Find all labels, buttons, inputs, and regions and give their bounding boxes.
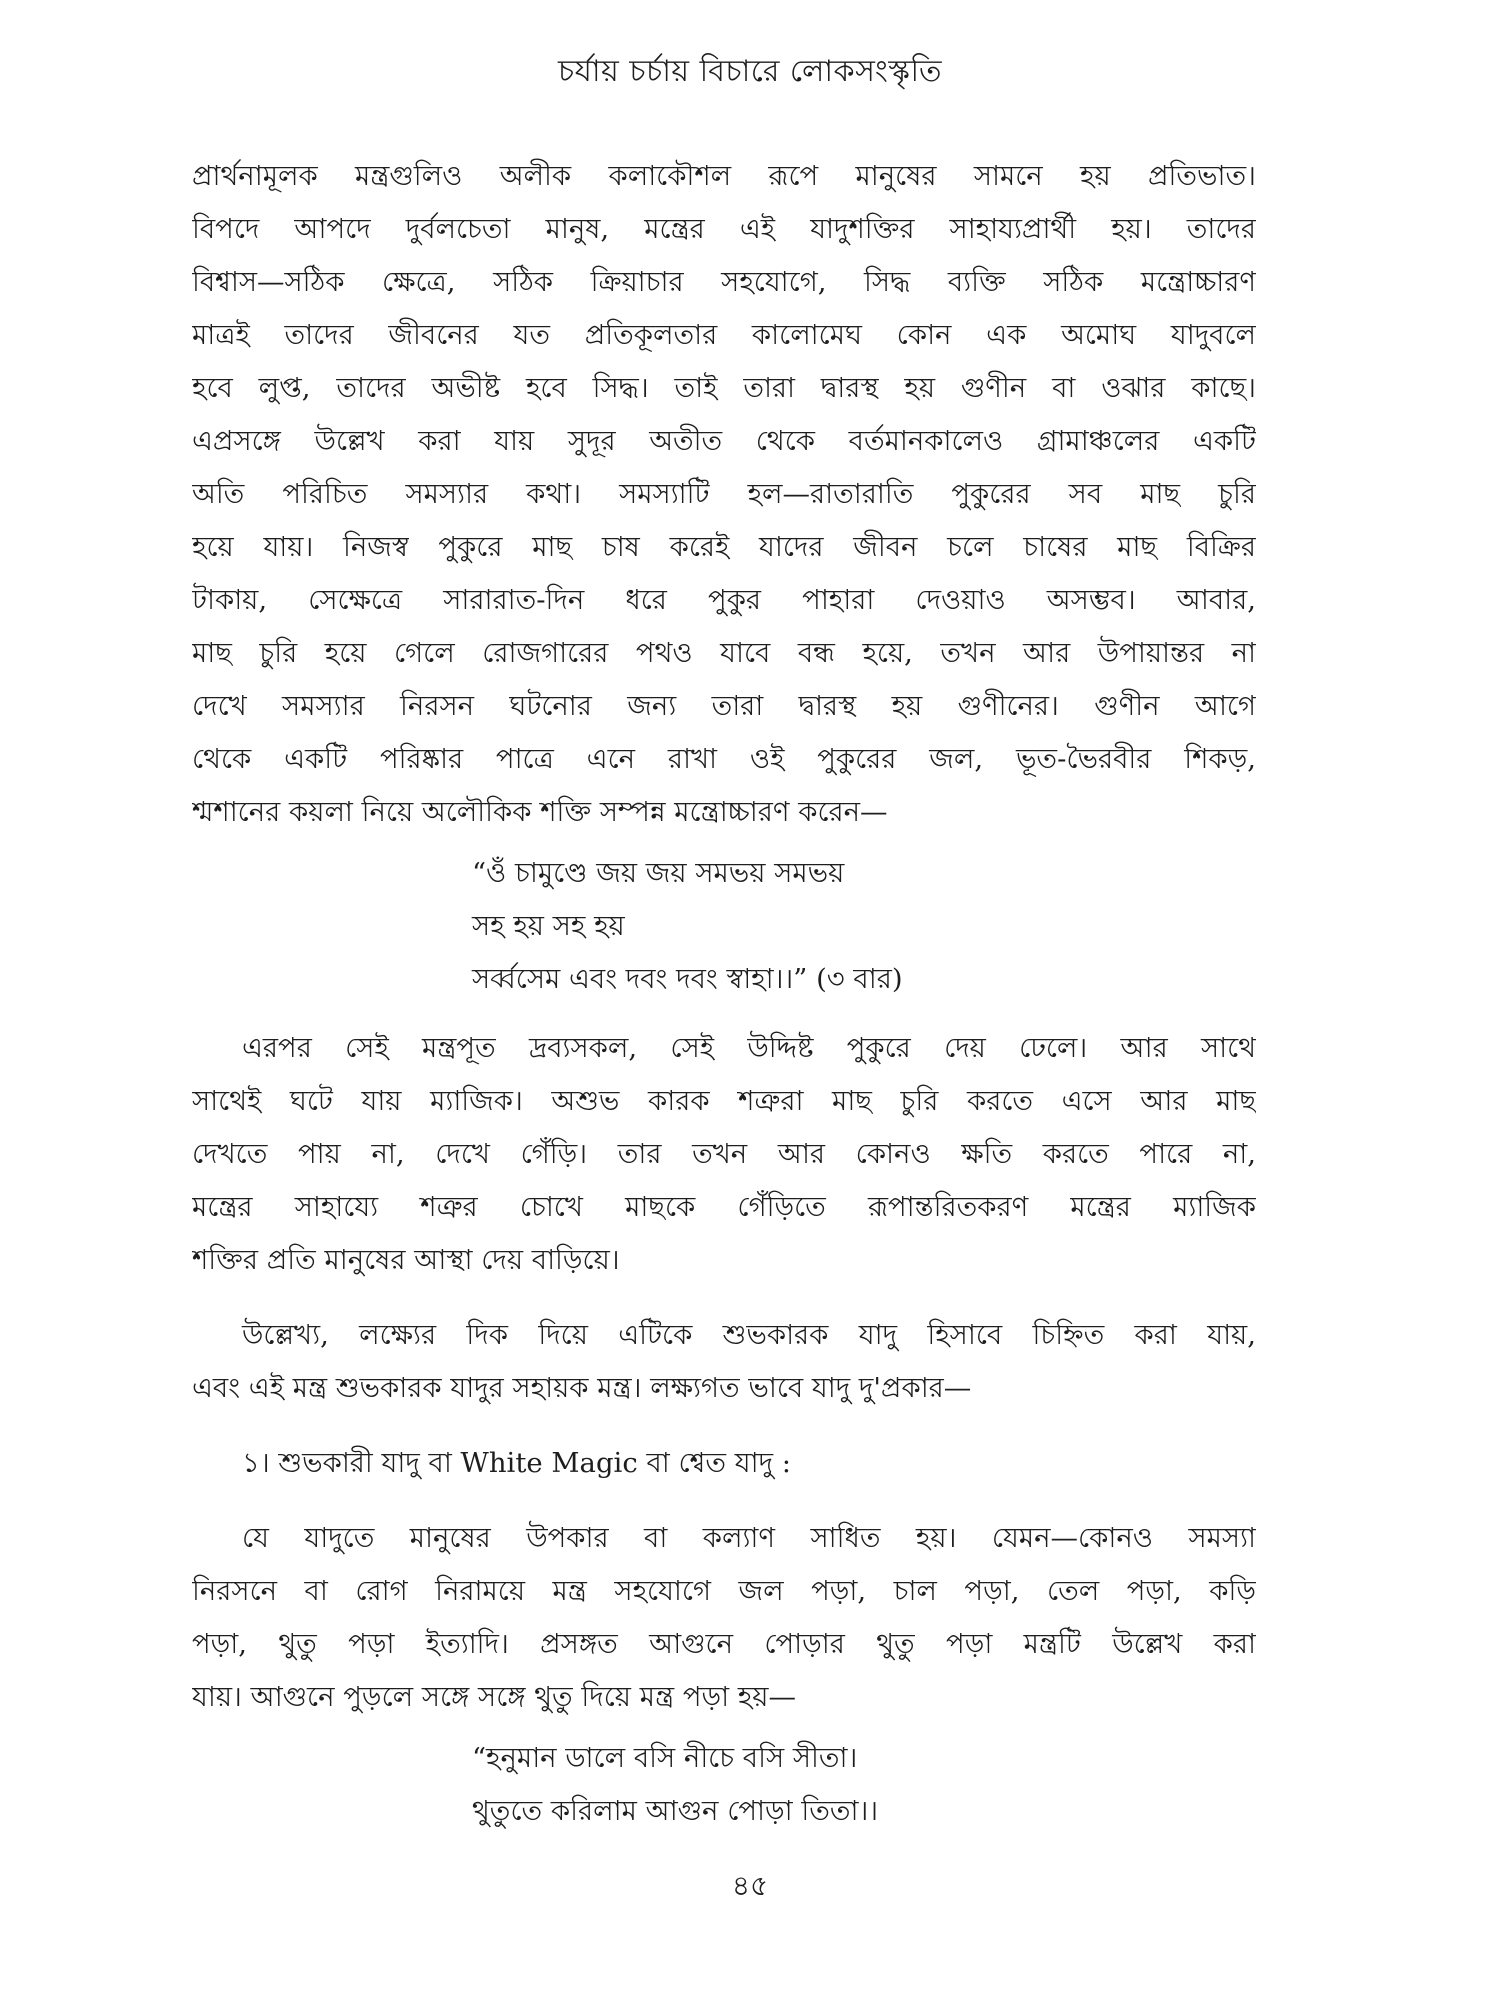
text-line: মন্ত্রের সাহায্যে শত্রুর চোখে মাছকে গেঁড়িতে রূপান্তরিতকরণ মন্ত্রের ম্যাজিক (192, 1191, 1256, 1223)
text-line: টাকায়, সেক্ষেত্রে সারারাত-দিন ধরে পুকুর পাহারা দেওয়াও অসম্ভব। আবার, (192, 584, 1256, 616)
text-line: থেকে একটি পরিষ্কার পাত্রে এনে রাখা ওই পুকুরের জল, ভূত-ভৈরবীর শিকড়, (192, 743, 1256, 775)
text-line: বিশ্বাস—সঠিক ক্ষেত্রে, সঠিক ক্রিয়াচার সহযোগে, সিদ্ধ ব্যক্তি সঠিক মন্ত্রোচ্চারণ (192, 266, 1256, 298)
text-line: এপ্রসঙ্গে উল্লেখ করা যায় সুদূর অতীত থেকে বর্তমানকালেও গ্রামাঞ্চলের একটি (192, 425, 1256, 457)
text-line: হবে লুপ্ত, তাদের অভীষ্ট হবে সিদ্ধ। তাই তারা দ্বারস্থ হয় গুণীন বা ওঝার কাছে। (192, 372, 1256, 404)
text-line: সাথেই ঘটে যায় ম্যাজিক। অশুভ কারক শত্রুরা মাছ চুরি করতে এসে আর মাছ (192, 1085, 1256, 1117)
text-line: এবং এই মন্ত্র শুভকারক যাদুর সহায়ক মন্ত্র। লক্ষ্যগত ভাবে যাদু দু'প্রকার— (192, 1372, 972, 1404)
text-line: অতি পরিচিত সমস্যার কথা। সমস্যাটি হল—রাতারাতি পুকুরের সব মাছ চুরি (192, 478, 1256, 510)
verse-line: সহ হয় সহ হয় (472, 910, 625, 942)
text-line: পড়া, থুতু পড়া ইত্যাদি। প্রসঙ্গত আগুনে পোড়ার থুতু পড়া মন্ত্রটি উল্লেখ করা (192, 1628, 1256, 1660)
text-line: হয়ে যায়। নিজস্ব পুকুরে মাছ চাষ করেই যাদের জীবন চলে চাষের মাছ বিক্রির (192, 531, 1256, 563)
text-line: মাছ চুরি হয়ে গেলে রোজগারের পথও যাবে বন্ধ হয়ে, তখন আর উপায়ান্তর না (192, 637, 1256, 669)
verse-line: থুতুতে করিলাম আগুন পোড়া তিতা।। (472, 1795, 879, 1827)
mantra-verse-1 (192, 847, 1256, 1006)
text-line: নিরসনে বা রোগ নিরাময়ে মন্ত্র সহযোগে জল পড়া, চাল পড়া, তেল পড়া, কড়ি (192, 1575, 1256, 1607)
paragraph-1 (192, 150, 1256, 839)
text-line: বিপদে আপদে দুর্বলচেতা মানুষ, মন্ত্রের এই যাদুশক্তির সাহায্যপ্রার্থী হয়। তাদের (192, 213, 1256, 245)
text-line: দেখে সমস্যার নিরসন ঘটনোর জন্য তারা দ্বারস্থ হয় গুণীনের। গুণীন আগে (192, 690, 1256, 722)
running-header-title: চর্যায় চর্চায় বিচারে লোকসংস্কৃতি (557, 54, 943, 89)
text-line: যায়। আগুনে পুড়লে সঙ্গে সঙ্গে থুতু দিয়ে মন্ত্র পড়া হয়— (192, 1681, 796, 1713)
text-line: এরপর সেই মন্ত্রপূত দ্রব্যসকল, সেই উদ্দিষ্ট পুকুরে দেয় ঢেলে। আর সাথে (242, 1032, 1256, 1064)
text-line: শক্তির প্রতি মানুষের আস্থা দেয় বাড়িয়ে। (192, 1244, 620, 1276)
text-line: শ্মশানের কয়লা নিয়ে অলৌকিক শক্তি সম্পন্ন মন্ত্রোচ্চারণ করেন— (192, 796, 888, 828)
list-heading-white-magic: ১। শুভকারী যাদু বা White Magic বা শ্বেত যাদু : (242, 1447, 792, 1479)
page-number: ৪৫ (731, 1869, 769, 1902)
verse-line: “ওঁ চামুণ্ডে জয় জয় সমভয় সমভয় (472, 857, 845, 889)
verse-line: “হনুমান ডালে বসি নীচে বসি সীতা। (472, 1742, 858, 1774)
paragraph-2 (192, 1022, 1256, 1287)
text-line: উল্লেখ্য, লক্ষ্যের দিক দিয়ে এটিকে শুভকারক যাদু হিসাবে চিহ্নিত করা যায়, (242, 1319, 1256, 1351)
text-line: যে যাদুতে মানুষের উপকার বা কল্যাণ সাধিত হয়। যেমন—কোনও সমস্যা (242, 1522, 1256, 1554)
body-text (192, 150, 1256, 1854)
paragraph-3 (192, 1309, 1256, 1415)
text-line: দেখতে পায় না, দেখে গেঁড়ি। তার তখন আর কোনও ক্ষতি করতে পারে না, (192, 1138, 1256, 1170)
text-line: প্রার্থনামূলক মন্ত্রগুলিও অলীক কলাকৌশল রূপে মানুষের সামনে হয় প্রতিভাত। (192, 160, 1256, 192)
mantra-verse-2 (192, 1732, 1256, 1838)
paragraph-4 (192, 1512, 1256, 1724)
verse-line: সর্ব্বসেম এবং দবং দবং স্বাহা।।” (৩ বার) (472, 963, 903, 995)
text-line: মাত্রই তাদের জীবনের যত প্রতিকূলতার কালোমেঘ কোন এক অমোঘ যাদুবলে (192, 319, 1256, 351)
